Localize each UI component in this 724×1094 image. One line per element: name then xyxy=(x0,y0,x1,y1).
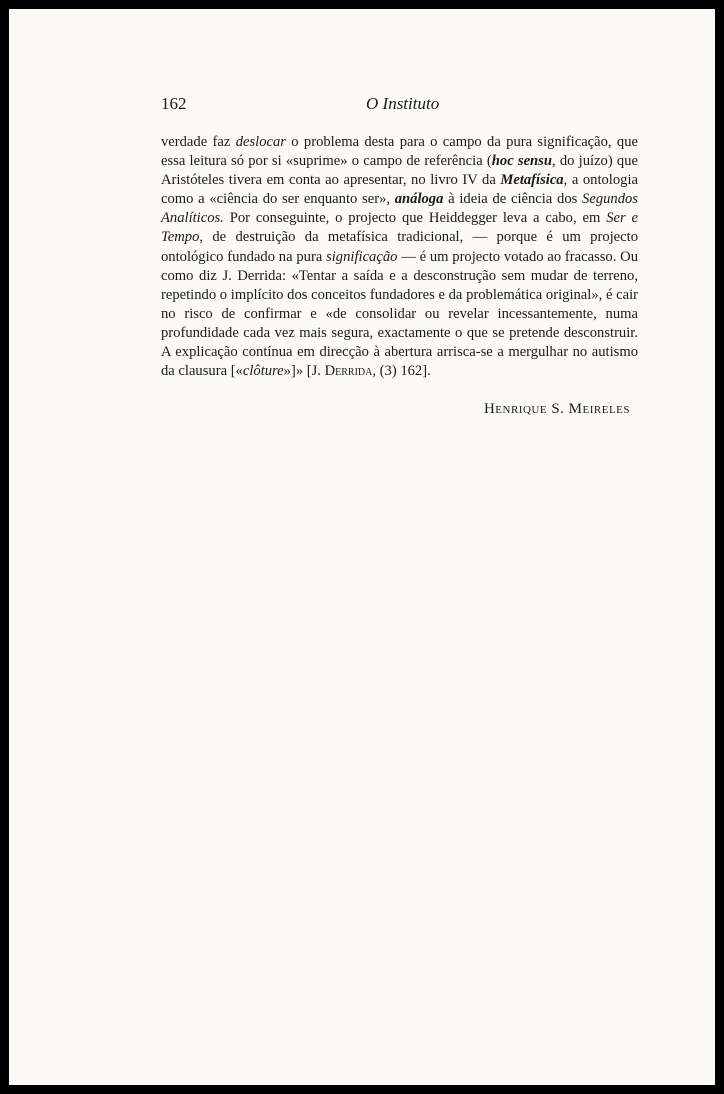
text-span: o problema desta para o campo da pura significação, que essa leitura só por si «suprime» o campo de referência ( xyxy=(161,134,638,170)
text-span: , (3) 162]. xyxy=(372,363,431,380)
italic-span: Ser e Tempo xyxy=(161,210,638,246)
italic-span: análoga xyxy=(394,191,444,208)
italic-span: deslocar xyxy=(235,134,286,150)
italic-span: hoc sensu xyxy=(491,153,552,170)
text-span: »]» [J. xyxy=(283,363,325,380)
italic-span: Metafísica xyxy=(500,172,564,189)
italic-span: significação xyxy=(326,248,398,265)
text-span: , a ontologia como a «ciência do ser enquanto ser», xyxy=(161,172,638,208)
page-number: 162 xyxy=(161,94,187,113)
author-signature: Henrique S. Meireles xyxy=(483,401,630,417)
text-span: verdade faz xyxy=(161,134,236,150)
running-title: O Instituto xyxy=(366,94,440,113)
text-span: — é um projecto votado ao fracasso. Ou como diz J. Derrida: «Tentar a saída e a desconstrução sem mudar de terreno, repetindo o implícito dos conceitos fundadores e da problemática original», é cair no risco de confirmar e «de consolidar ou revelar incessantemente, numa profundidade cada vez mais segura, exactamente o que se pretende desconstruir. A explicação contínua em direcção à abertura arrisca-se a mergulhar no autismo da clausura [« xyxy=(161,248,638,380)
text-span: , de destruição da metafísica tradicional, — porque é um projecto ontológico fundado na pura xyxy=(161,229,638,265)
small-caps-span: Derrida xyxy=(324,363,373,380)
body-text xyxy=(161,133,638,381)
italic-span: clôture xyxy=(242,363,284,380)
text-span: à ideia de ciência dos xyxy=(443,191,583,208)
text-span: Por conseguinte, o projecto que Heiddegger leva a cabo, em xyxy=(223,210,607,227)
page-header xyxy=(161,94,631,118)
document-page xyxy=(9,9,715,1085)
text-span: , do juízo) que Aristóteles tivera em conta ao apresentar, no livro IV da xyxy=(161,153,638,189)
italic-span: Segundos Analíticos. xyxy=(161,191,638,227)
paragraph xyxy=(161,133,638,381)
